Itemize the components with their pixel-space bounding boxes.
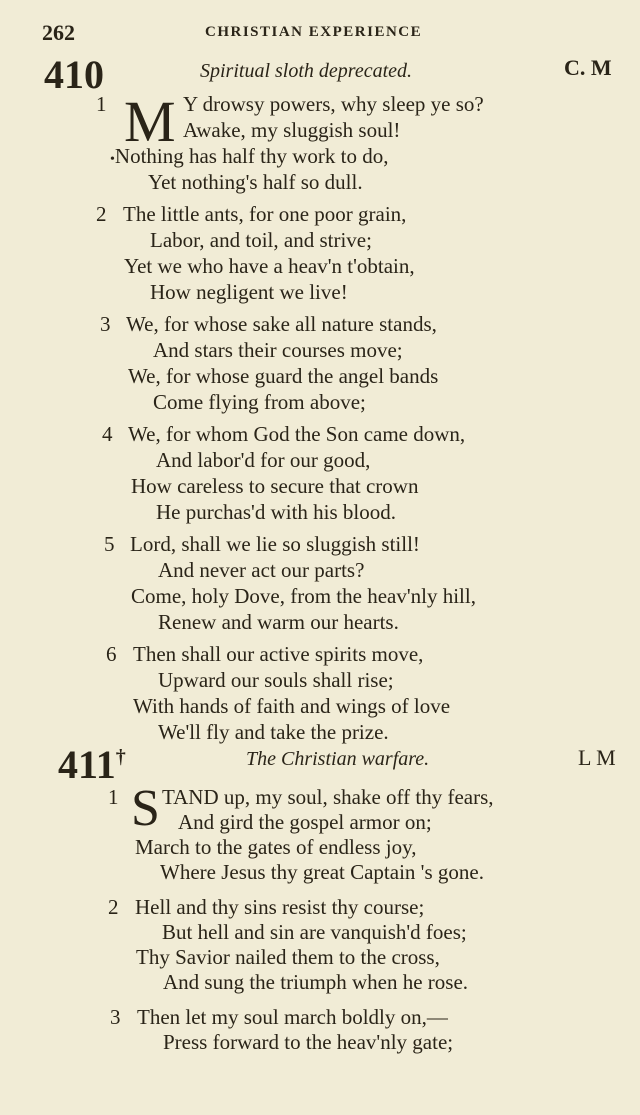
verse-line: Press forward to the heav'nly gate; [163, 1030, 454, 1054]
hymn-number [44, 52, 104, 97]
verse-line: Then let my soul march boldly on,— [137, 1005, 448, 1029]
page-number: 262 [42, 20, 75, 45]
verse-line: We, for whose sake all nature stands, [126, 312, 437, 336]
verse-line: We, for whom God the Son came down, [128, 422, 466, 446]
verse-line: How negligent we live! [150, 280, 348, 304]
verse-line: The little ants, for one poor grain, [123, 202, 407, 226]
hymn-number [58, 742, 126, 787]
drop-cap: S [131, 780, 160, 837]
verse-line: Hell and thy sins resist thy course; [135, 895, 425, 919]
verse-line: Y drowsy powers, why sleep ye so? [183, 92, 484, 116]
verse-line: •Nothing has half thy work to do, [110, 144, 389, 168]
verse-line: Come flying from above; [153, 390, 366, 414]
verse-line: Come, holy Dove, from the heav'nly hill, [131, 584, 476, 608]
verse-line: And labor'd for our good, [156, 448, 371, 472]
verse-number: 2 [108, 895, 119, 919]
verse-line: Labor, and toil, and strive; [150, 228, 372, 252]
verse-line: And gird the gospel armor on; [178, 810, 432, 834]
verse-number: 3 [110, 1005, 121, 1029]
verse-line: Then shall our active spirits move, [133, 642, 424, 666]
hymn-meter: C. M [564, 55, 612, 80]
verse-line: And never act our parts? [158, 558, 365, 582]
verse-line: Awake, my sluggish soul! [183, 118, 401, 142]
verse-line: Where Jesus thy great Captain 's gone. [160, 860, 484, 884]
verse-line: He purchas'd with his blood. [156, 500, 397, 524]
hymn-title: Spiritual sloth deprecated. [200, 60, 413, 82]
verse-line: Upward our souls shall rise; [158, 668, 394, 692]
verse-line: Yet we who have a heav'n t'obtain, [124, 254, 415, 278]
verse-line: And sung the triumph when he rose. [163, 970, 469, 994]
hymn-number-text: 410 [44, 52, 104, 97]
verse-number: 1 [96, 92, 107, 116]
verse-line: TAND up, my soul, shake off thy fears, [162, 785, 494, 809]
verse-line: Lord, shall we lie so sluggish still! [130, 532, 420, 556]
verse-line: We'll fly and take the prize. [158, 720, 389, 744]
margin-mark: • [110, 152, 115, 167]
hymn-title: The Christian warfare. [246, 748, 430, 770]
verse-line: Thy Savior nailed them to the cross, [136, 945, 440, 969]
verse-line: With hands of faith and wings of love [133, 694, 451, 718]
verse-line: Yet nothing's half so dull. [148, 170, 363, 194]
verse-line: We, for whose guard the angel bands [128, 364, 439, 388]
drop-cap: M [124, 89, 176, 154]
running-head: CHRISTIAN EXPERIENCE [205, 24, 423, 40]
verse-number: 2 [96, 202, 107, 226]
verse-line: Renew and warm our hearts. [158, 610, 399, 634]
hymn-mark: † [115, 746, 126, 768]
hymn-meter: L M [578, 745, 616, 770]
verse-number: 1 [108, 785, 119, 809]
verse-line: And stars their courses move; [153, 338, 403, 362]
verse-number: 6 [106, 642, 117, 666]
verse-number: 3 [100, 312, 111, 336]
verse-number: 4 [102, 422, 113, 446]
verse-line: How careless to secure that crown [131, 474, 419, 498]
verse-line [96, 91, 116, 117]
verse-line: But hell and sin are vanquish'd foes; [162, 920, 467, 944]
verse-line: March to the gates of endless joy, [135, 835, 417, 859]
hymn-number-text: 411 [58, 742, 116, 787]
verse-number: 5 [104, 532, 115, 556]
